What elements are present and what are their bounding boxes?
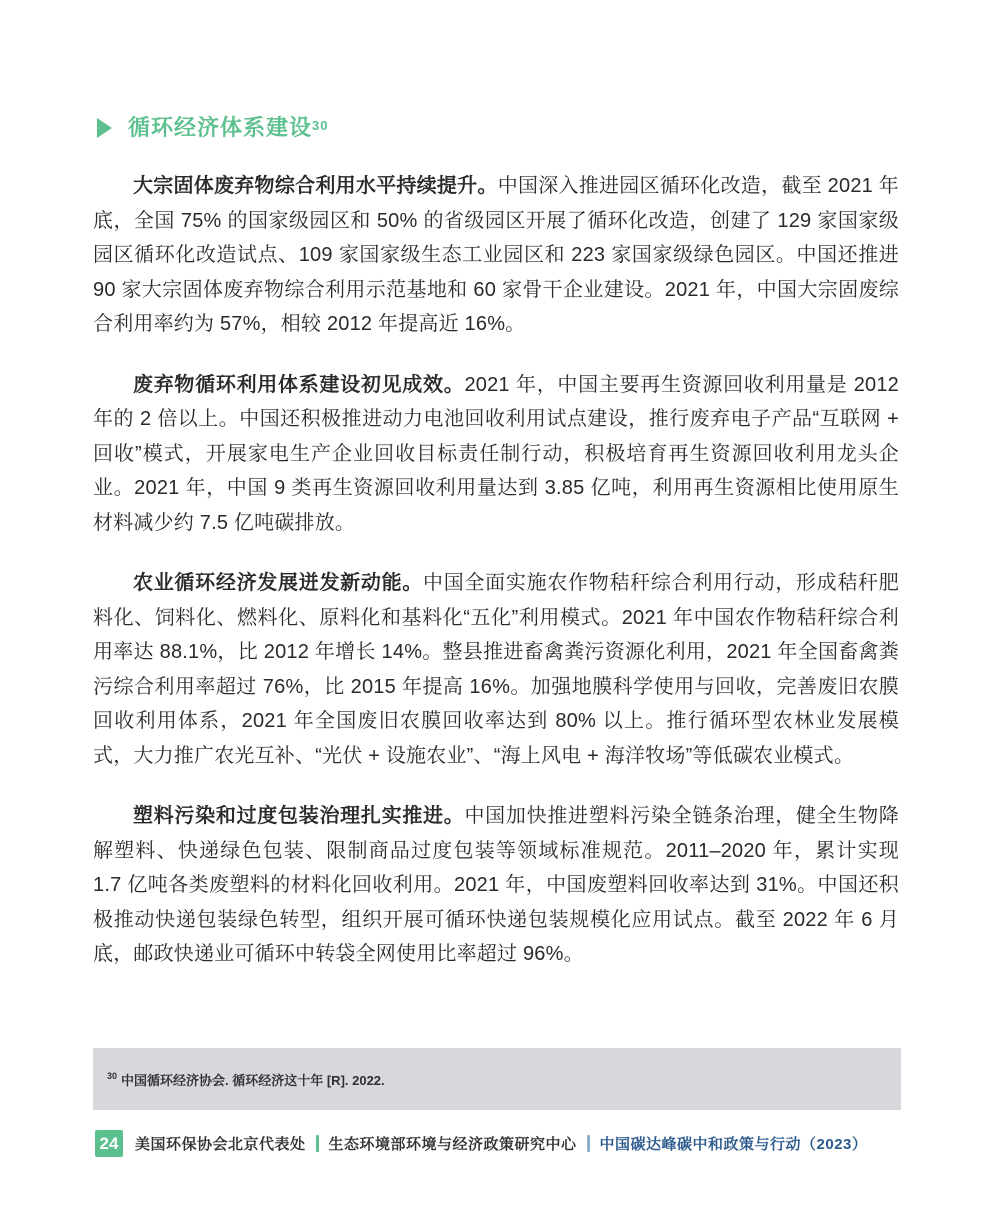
footnote-box [93, 1048, 901, 1110]
page-footer [95, 1130, 867, 1157]
section-title: 循环经济体系建设 [128, 115, 313, 140]
paragraph-lead: 农业循环经济发展迸发新动能。 [133, 572, 424, 594]
footer-org-edf-beijing: 美国环保协会北京代表处 [135, 1136, 306, 1153]
footnote-superscript: 30 [107, 1071, 118, 1082]
paragraph-body: 中国全面实施农作物秸秆综合利用行动，形成秸秆肥料化、饲料化、燃料化、原料化和基料化“五化”利用模式。2021 年中国农作物秸秆综合利用率达 88.1%，比 2012 年增长 14%。整县推进畜禽粪污资源化利用，2021 年全国畜禽粪污综合利用率超过 76%，比 2015 年提高 16%。加强地膜科学使用与回收，完善废旧农膜回收利用体系，2021 年全国废旧农膜回收率达到 80% 以上。推行循环型农林业发展模式，大力推广农光互补、“光伏 + 设施农业”、“海上风电 + 海洋牧场”等低碳农业模式。 [93, 572, 899, 767]
paragraph-lead: 塑料污染和过度包装治理扎实推进。 [133, 805, 465, 827]
paragraph-body: 2021 年，中国主要再生资源回收利用量是 2012 年的 2 倍以上。中国还积极推进动力电池回收利用试点建设，推行废弃电子产品“互联网 + 回收”模式，开展家电生产企业回收目标责任制行动，积极培育再生资源回收利用龙头企业。2021 年，中国 9 类再生资源回收利用量达到 3.85 亿吨，利用再生资源相比使用原生材料减少约 7.5 亿吨碳排放。 [93, 373, 899, 534]
footer-separator-icon [316, 1135, 319, 1152]
paragraph-waste-recycling [93, 368, 899, 541]
paragraph-body: 中国加快推进塑料污染全链条治理，健全生物降解塑料、快递绿色包装、限制商品过度包装等领域标准规范。2011–2020 年，累计实现 1.7 亿吨各类废塑料的材料化回收利用。2021 年，中国废塑料回收率达到 31%。中国还积极推动快递包装绿色转型，组织开展可循环快递包装规模化应用试点。截至 2022 年 6 月底，邮政快递业可循环中转袋全网使用比率超过 96%。 [93, 805, 899, 965]
section-heading [93, 114, 899, 142]
paragraph-agriculture-circular-economy [93, 566, 899, 773]
footer-org-policy-research-center: 生态环境部环境与经济政策研究中心 [328, 1136, 577, 1153]
footer-separator-icon [587, 1135, 590, 1152]
main-content [93, 114, 899, 998]
footer-report-title: 中国碳达峰碳中和政策与行动（2023） [599, 1136, 868, 1153]
paragraph-lead: 废弃物循环利用体系建设初见成效。 [133, 373, 465, 396]
paragraph-plastic-pollution [93, 799, 899, 972]
section-title-superscript: 30 [312, 118, 329, 133]
paragraph-lead: 大宗固体废弃物综合利用水平持续提升。 [133, 175, 498, 197]
triangle-bullet-icon [97, 118, 112, 138]
footnote-text: 中国循环经济协会. 循环经济这十年 [R]. 2022. [121, 1072, 385, 1088]
paragraph-bulk-solid-waste [93, 169, 899, 342]
footnote [107, 1070, 385, 1089]
paragraph-body: 中国深入推进园区循环化改造，截至 2021 年底，全国 75% 的国家级园区和 50% 的省级园区开展了循环化改造，创建了 129 家国家级园区循环化改造试点、109 家国家级生态工业园区和 223 家国家级绿色园区。中国还推进 90 家大宗固体废弃物综合利用示范基地和 60 家骨干企业建设。2021 年，中国大宗固废综合利用率约为 57%，相较 2012 年提高近 16%。 [93, 175, 899, 335]
page-number-badge: 24 [95, 1130, 123, 1157]
